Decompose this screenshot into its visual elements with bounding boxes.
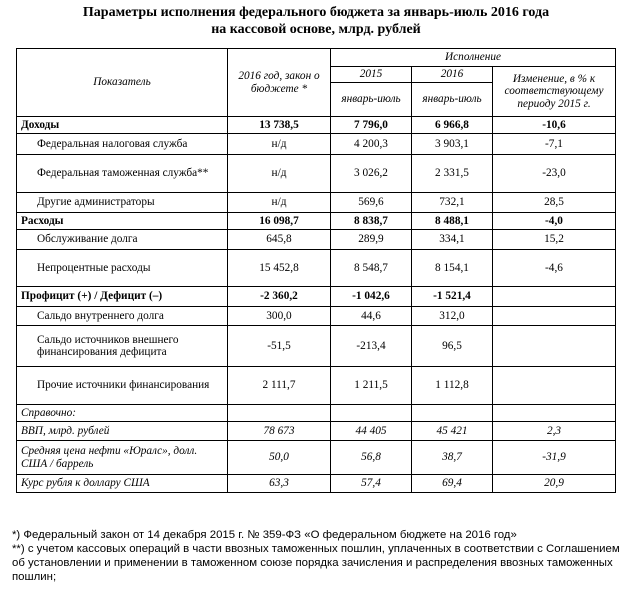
row-change — [493, 287, 616, 307]
table-row — [17, 441, 616, 475]
table-row — [17, 155, 616, 193]
table-row — [17, 367, 616, 405]
row-2015: 289,9 — [331, 230, 412, 250]
row-law: 78 673 — [228, 422, 331, 441]
table-row — [17, 326, 616, 367]
row-2016: 1 112,8 — [412, 367, 493, 405]
row-2016: 6 966,8 — [412, 117, 493, 134]
row-change — [493, 405, 616, 422]
table-row — [17, 250, 616, 287]
table-row — [17, 287, 616, 307]
row-label: Сальдо внутреннего долга — [17, 307, 228, 326]
row-2016: 312,0 — [412, 307, 493, 326]
row-law: -51,5 — [228, 326, 331, 367]
row-label: Непроцентные расходы — [17, 250, 228, 287]
row-change: -7,1 — [493, 134, 616, 155]
row-change: 28,5 — [493, 193, 616, 213]
row-2016: 8 154,1 — [412, 250, 493, 287]
table-row — [17, 213, 616, 230]
header-execution: Исполнение — [331, 49, 616, 67]
row-label: Курс рубля к доллару США — [17, 475, 228, 493]
row-2016: 69,4 — [412, 475, 493, 493]
row-2015: 56,8 — [331, 441, 412, 475]
row-2016: 45 421 — [412, 422, 493, 441]
row-2015: -1 042,6 — [331, 287, 412, 307]
row-2015: 569,6 — [331, 193, 412, 213]
row-label: Доходы — [17, 117, 228, 134]
row-change: -31,9 — [493, 441, 616, 475]
row-law: н/д — [228, 155, 331, 193]
row-label: Прочие источники финансирования — [17, 367, 228, 405]
row-change: -4,0 — [493, 213, 616, 230]
row-change — [493, 326, 616, 367]
row-2015: 57,4 — [331, 475, 412, 493]
row-change — [493, 367, 616, 405]
row-law: н/д — [228, 193, 331, 213]
row-label: Федеральная таможенная служба** — [17, 155, 228, 193]
footnote-2: **) с учетом кассовых операций в части ввозных таможенных пошлин, уплаченных в соответствии с Соглашением об установлении и применении в таможенном союзе порядка зачисления и распределения ввозных таможенных пошлин; — [12, 543, 620, 583]
row-2015 — [331, 405, 412, 422]
row-law: 15 452,8 — [228, 250, 331, 287]
row-label: Справочно: — [17, 405, 228, 422]
row-2015: 1 211,5 — [331, 367, 412, 405]
row-law: 300,0 — [228, 307, 331, 326]
header-year-2015: 2015 — [331, 67, 412, 83]
document-title — [0, 4, 632, 38]
row-2015: 8 548,7 — [331, 250, 412, 287]
table-row — [17, 134, 616, 155]
row-2015: -213,4 — [331, 326, 412, 367]
footnote-1: *) Федеральный закон от 14 декабря 2015 г. № 359-ФЗ «О федеральном бюджете на 2016 год» — [12, 529, 517, 541]
title-line-2: на кассовой основе, млрд. рублей — [211, 22, 421, 37]
header-period-2015: январь-июль — [331, 83, 412, 117]
row-label: Обслуживание долга — [17, 230, 228, 250]
row-law — [228, 405, 331, 422]
table-row — [17, 422, 616, 441]
row-law: 50,0 — [228, 441, 331, 475]
row-law: 63,3 — [228, 475, 331, 493]
row-law: 13 738,5 — [228, 117, 331, 134]
row-2015: 7 796,0 — [331, 117, 412, 134]
row-law: н/д — [228, 134, 331, 155]
row-change: 15,2 — [493, 230, 616, 250]
table-row — [17, 475, 616, 493]
table-row — [17, 230, 616, 250]
row-change: -10,6 — [493, 117, 616, 134]
row-label: Другие администраторы — [17, 193, 228, 213]
row-label: ВВП, млрд. рублей — [17, 422, 228, 441]
title-line-1: Параметры исполнения федерального бюджета за январь-июль 2016 года — [82, 5, 550, 20]
row-2015: 3 026,2 — [331, 155, 412, 193]
row-2015: 44,6 — [331, 307, 412, 326]
row-change: 2,3 — [493, 422, 616, 441]
row-2016: 334,1 — [412, 230, 493, 250]
header-year-2016: 2016 — [412, 67, 493, 83]
row-label: Средняя цена нефти «Юралс», долл. США / баррель — [17, 441, 228, 475]
row-2016: 2 331,5 — [412, 155, 493, 193]
row-label: Профицит (+) / Дефицит (–) — [17, 287, 228, 307]
row-label: Сальдо источников внешнего финансирования дефицита — [17, 326, 228, 367]
row-2016: 96,5 — [412, 326, 493, 367]
table-row — [17, 307, 616, 326]
budget-table — [16, 48, 616, 493]
row-label: Федеральная налоговая служба — [17, 134, 228, 155]
row-change: -23,0 — [493, 155, 616, 193]
row-2016: 8 488,1 — [412, 213, 493, 230]
row-change: 20,9 — [493, 475, 616, 493]
table-row — [17, 193, 616, 213]
row-law: -2 360,2 — [228, 287, 331, 307]
footnotes — [12, 528, 624, 584]
row-2016: 3 903,1 — [412, 134, 493, 155]
header-period-2016: январь-июль — [412, 83, 493, 117]
row-label: Расходы — [17, 213, 228, 230]
header-indicator: Показатель — [17, 49, 228, 117]
row-2016 — [412, 405, 493, 422]
row-law: 645,8 — [228, 230, 331, 250]
header-change: Изменение, в % к соответствующему периоду 2015 г. — [493, 67, 616, 117]
table-row — [17, 405, 616, 422]
header-row-1 — [17, 49, 616, 67]
row-2015: 44 405 — [331, 422, 412, 441]
row-change: -4,6 — [493, 250, 616, 287]
row-law: 2 111,7 — [228, 367, 331, 405]
row-2016: 732,1 — [412, 193, 493, 213]
row-2016: -1 521,4 — [412, 287, 493, 307]
row-2015: 4 200,3 — [331, 134, 412, 155]
row-change — [493, 307, 616, 326]
row-2016: 38,7 — [412, 441, 493, 475]
row-2015: 8 838,7 — [331, 213, 412, 230]
table-row — [17, 117, 616, 134]
row-law: 16 098,7 — [228, 213, 331, 230]
header-law-2016: 2016 год, закон о бюджете * — [228, 49, 331, 117]
